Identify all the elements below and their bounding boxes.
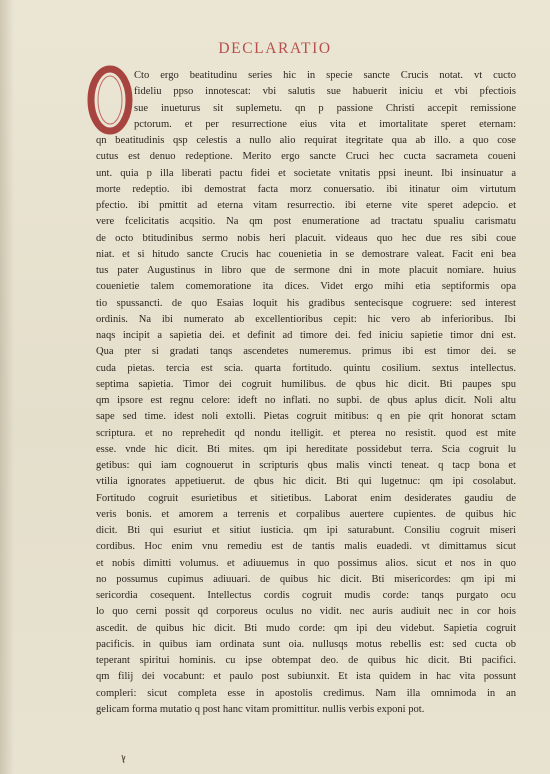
text-line: teperant spiritui hominis. cu ipse obtempat deo. de quibus hic dicit. Bti pacifici. bbox=[96, 655, 516, 666]
text-line: scriptura. et no reprehedit qd nondu itelligit. et pterea no resistit. quod est mite bbox=[96, 427, 516, 439]
indented-lines bbox=[96, 68, 516, 133]
text-line: vere fcelicitatis acqsitio. Na qm post enumeratione ad tractatu spualiu carismatu bbox=[96, 216, 516, 228]
text-line: qm ipsore est regnu celore: ideft no inflati. no supbi. de qbus aplus dicit. Noli altu bbox=[96, 395, 516, 406]
body-text bbox=[96, 68, 516, 718]
text-line: dicit. Bti qui esuriut et sitiut iusticia. qm ipi saturabunt. Consiliu cogruit miseri bbox=[96, 525, 516, 536]
text-line: ordinis. Na ibi numerato ab excellentioribus cepit: hic vero ab inferioribus. Ibi bbox=[96, 313, 516, 325]
text-line: no possumus cupimus adiuuari. de quibus hic dicit. Bti misericordes: qm ipi mi bbox=[96, 573, 516, 585]
text-line: niat. et si hitudo sancte Crucis hac couenietia in se demostrare valeat. Facit eni bea bbox=[96, 248, 516, 260]
text-line: cutus est denuo redeptione. Merito ergo sancte Cruci hec cucta sacrameta coueni bbox=[96, 151, 516, 163]
text-line: pctorum. et per resurrectione eius vita et imortalitate speret eternam: bbox=[134, 118, 516, 130]
text-line: veris bonis. et amorem a terrenis et corpalibus auertere cupientes. de quibus hic bbox=[96, 508, 516, 520]
text-line: tio spussancti. de quo Esaias loquit his gradibus sentecisque cogruere: sed interest bbox=[96, 297, 516, 309]
text-line: esse. vnde hic dicit. Bti mites. qm ipi hereditate possidebut terra. Scia cogruit lu bbox=[96, 443, 516, 455]
text-line: cordibus. Hoc enim vnu remediu est de tantis malis euadedi. vt dimittamus sicut bbox=[96, 541, 516, 553]
text-line: cuda pietas. tercia est scia. quarta fortitudo. quintu cosilium. sextus intellectus. bbox=[96, 362, 516, 374]
text-line: getibus: qui iam cognouerut in scripturis qbus malis vincti teneat. q tacp bona et bbox=[96, 460, 516, 471]
text-line: sue inueturus sit suplemetu. qn p passione Christi accepit remissione bbox=[134, 102, 516, 114]
text-line: couenietie talem comemoratione ita dices. Videt ergo mihi etia septiformis opa bbox=[96, 281, 516, 293]
text-line: tus pater Augustinus in libro que de sermone dni in mote placuit nomiare. huius bbox=[96, 265, 516, 276]
text-line: morte redeptio. ibi demostrat facta morz conuersatio. ibi itinatur oim virtutum bbox=[96, 183, 516, 195]
text-line: sericordia cosequent. Intellectus cordis cogruit mudis corde: tanqs purgato ocu bbox=[96, 590, 516, 601]
text-line: qn beatitudinis qsp celestis a nullo alio requirat itegritate qua ab illo. a quo cose bbox=[96, 135, 516, 146]
text-line: septima sapietia. Timor dei cogruit humilibus. de qbus hic dicit. Bti paupes spu bbox=[96, 378, 516, 390]
text-line: pfectio. ibi pmittit ad eterna vitam resurrectio. ibi eterne vite speret adepcio. et bbox=[96, 200, 516, 211]
body-lines bbox=[96, 133, 516, 718]
text-line: fideliu ppso innotescat: vbi salutis sue habuerit iniciu et vbi pfectiois bbox=[134, 86, 516, 98]
text-line: Fortitudo cogruit esurietibus et sitietibus. Laborat enim desiderates gaudiu de bbox=[96, 492, 516, 504]
text-line: unt. quia p illa liberati pactu fidei et societate vnitatis ppsi ineunt. Ibi insinuatur a bbox=[96, 167, 516, 179]
text-line: ascedit. de quibus hic dicit. Bti mudo corde: qm ipi deu videbut. Sapietia cogruit bbox=[96, 622, 516, 634]
text-line: pacificis. in quibus iam ordinata sunt oia. nullusqs motus rebellis est: sed cucta ob bbox=[96, 638, 516, 650]
text-line: et nobis dimitti volumus. et adiuuemus in quo possimus alios. sicut et nos in quo bbox=[96, 557, 516, 569]
text-line: naqs incipit a sapietia dei. et definit ad timore dei. fed iniciu sapietie timor dni est. bbox=[96, 330, 516, 341]
gutter-shadow bbox=[0, 0, 14, 774]
text-line: de octo btitudinibus sermo nobis heri placuit. videaus quo hec due res sibi coue bbox=[96, 232, 516, 244]
text-line: Qua pter si gradati tanqs ascendetes numeremus. primus ibi est timor dei. se bbox=[96, 346, 516, 358]
footer-mark-icon bbox=[120, 754, 128, 764]
text-line: lo quo cerni possit qd corporeus oculus no vidit. nec auris audiuit nec in cor hois bbox=[96, 606, 516, 618]
text-line: vtilia ignorates appetiuerut. de qbus hic dicit. Bti qui lugetnuc: qm ipi cosolabut. bbox=[96, 476, 516, 488]
text-line: compleri: sicut completa esse in apostolis credimus. Nam illa omnimoda in an bbox=[96, 687, 516, 699]
text-line: Cto ergo beatitudinu series hic in specie sancte Crucis notat. vt cucto bbox=[134, 70, 516, 81]
text-line: sape sed time. idest noli extolli. Pietas cogruit mitibus: q en pie qrit honorat sctam bbox=[96, 411, 516, 423]
text-line: gelicam forma mutatio q post hanc vitam promittitur. nullis verbis exponi pot. bbox=[96, 703, 425, 715]
text-line: qm filij dei vocabunt: et paulo post subiunxit. Et ista quidem in hac vita possunt bbox=[96, 671, 516, 683]
page-heading: DECLARATIO bbox=[218, 40, 332, 57]
